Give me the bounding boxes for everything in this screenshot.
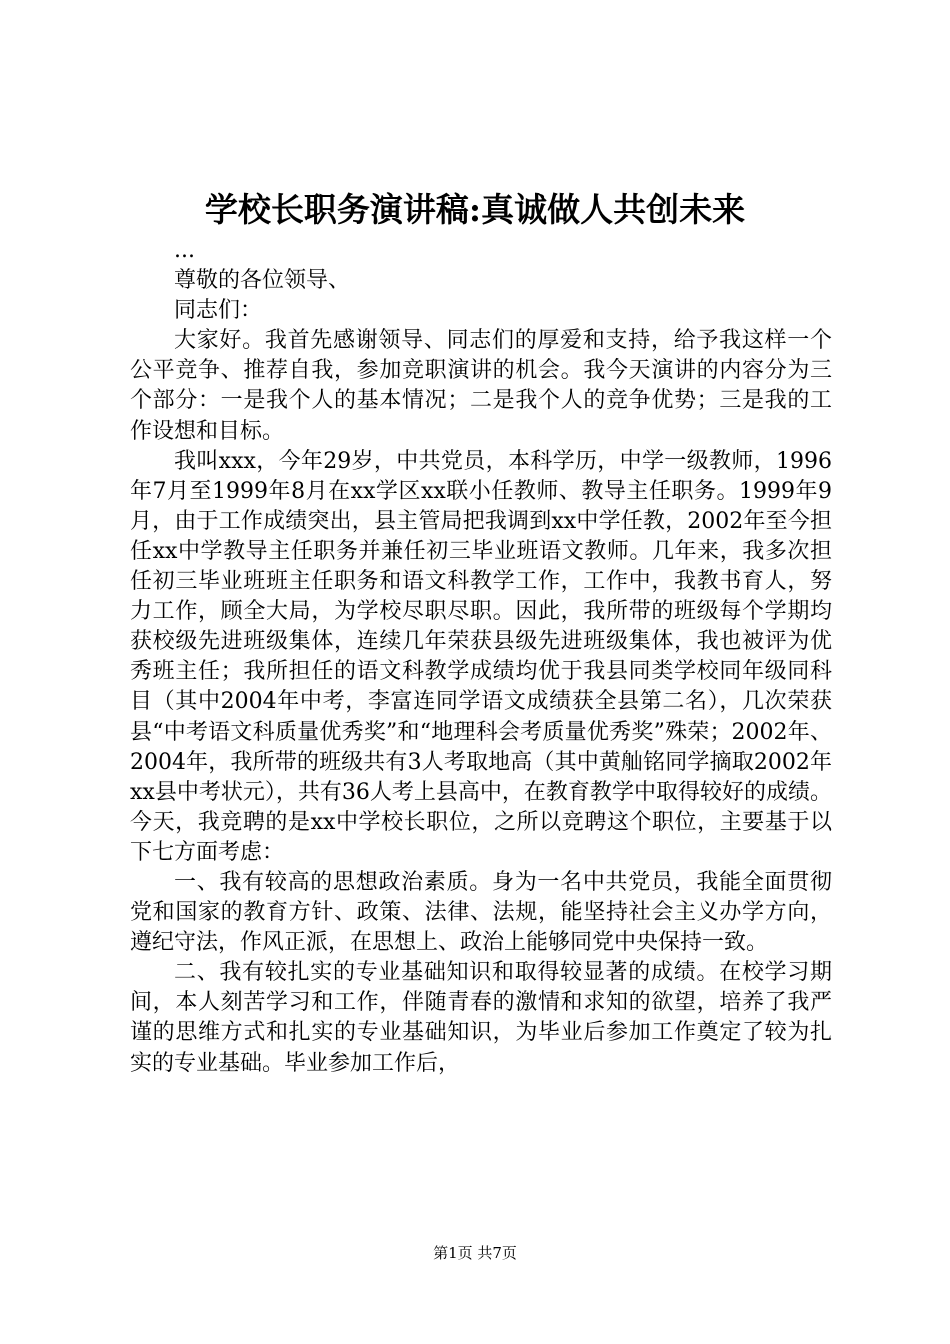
salutation-line-1: 尊敬的各位领导、 — [174, 268, 351, 294]
page-number-footer: 第1页 共7页 — [433, 1244, 517, 1262]
paragraph-point-one: 一、我有较高的思想政治素质。身为一名中共党员，我能全面贯彻党和国家的教育方针、政策、法律、法规，能坚持社会主义办学方向，遵纪守法，作风正派，在思想上、政治上能够同党中央保持一致。 — [130, 869, 832, 956]
salutation-line-2: 同志们： — [174, 298, 263, 324]
paragraph-point-two: 二、我有较扎实的专业基础知识和取得较显著的成绩。在校学习期间，本人刻苦学习和工作，伴随青春的激情和求知的欲望，培养了我严谨的思维方式和扎实的专业基础知识，为毕业后参加工作奠定了较为扎实的专业基础。毕业参加工作后， — [130, 960, 832, 1076]
document-body — [130, 236, 832, 1079]
paragraph-self-introduction: 我叫xxx，今年29岁，中共党员，本科学历，中学一级教师，1996年7月至1999年8月在xx学区xx联小任教师、教导主任职务。1999年9月，由于工作成绩突出，县主管局把我调到xx中学任教，2002年至今担任xx中学教导主任职务并兼任初三毕业班语文教师。几年来，我多次担任初三毕业班班主任职务和语文科教学工作，工作中，我教书育人，努力工作，顾全大局，为学校尽职尽职。因此，我所带的班级每个学期均获校级先进班级集体，连续几年荣获县级先进班级集体，我也被评为优秀班主任；我所担任的语文科教学成绩均优于我县同类学校同年级同科目（其中2004年中考，李富连同学语文成绩获全县第二名），几次荣获县“中考语文科质量优秀奖”和“地理科会考质量优秀奖”殊荣；2002年、2004年，我所带的班级共有3人考取地高（其中黄舢铭同学摘取2002年xx县中考状元），共有36人考上县高中，在教育教学中取得较好的成绩。今天，我竞聘的是xx中学校长职位，之所以竞聘这个职位，主要基于以下七方面考虑： — [130, 448, 832, 865]
paragraph-greeting: 大家好。我首先感谢领导、同志们的厚爱和支持，给予我这样一个公平竞争、推荐自我，参加竞职演讲的机会。我今天演讲的内容分为三个部分：一是我个人的基本情况；二是我个人的竞争优势；三是我的工作设想和目标。 — [130, 328, 832, 444]
ellipsis-line: ... — [174, 238, 195, 263]
document-title: 学校长职务演讲稿:真诚做人共创未来 — [204, 190, 746, 229]
